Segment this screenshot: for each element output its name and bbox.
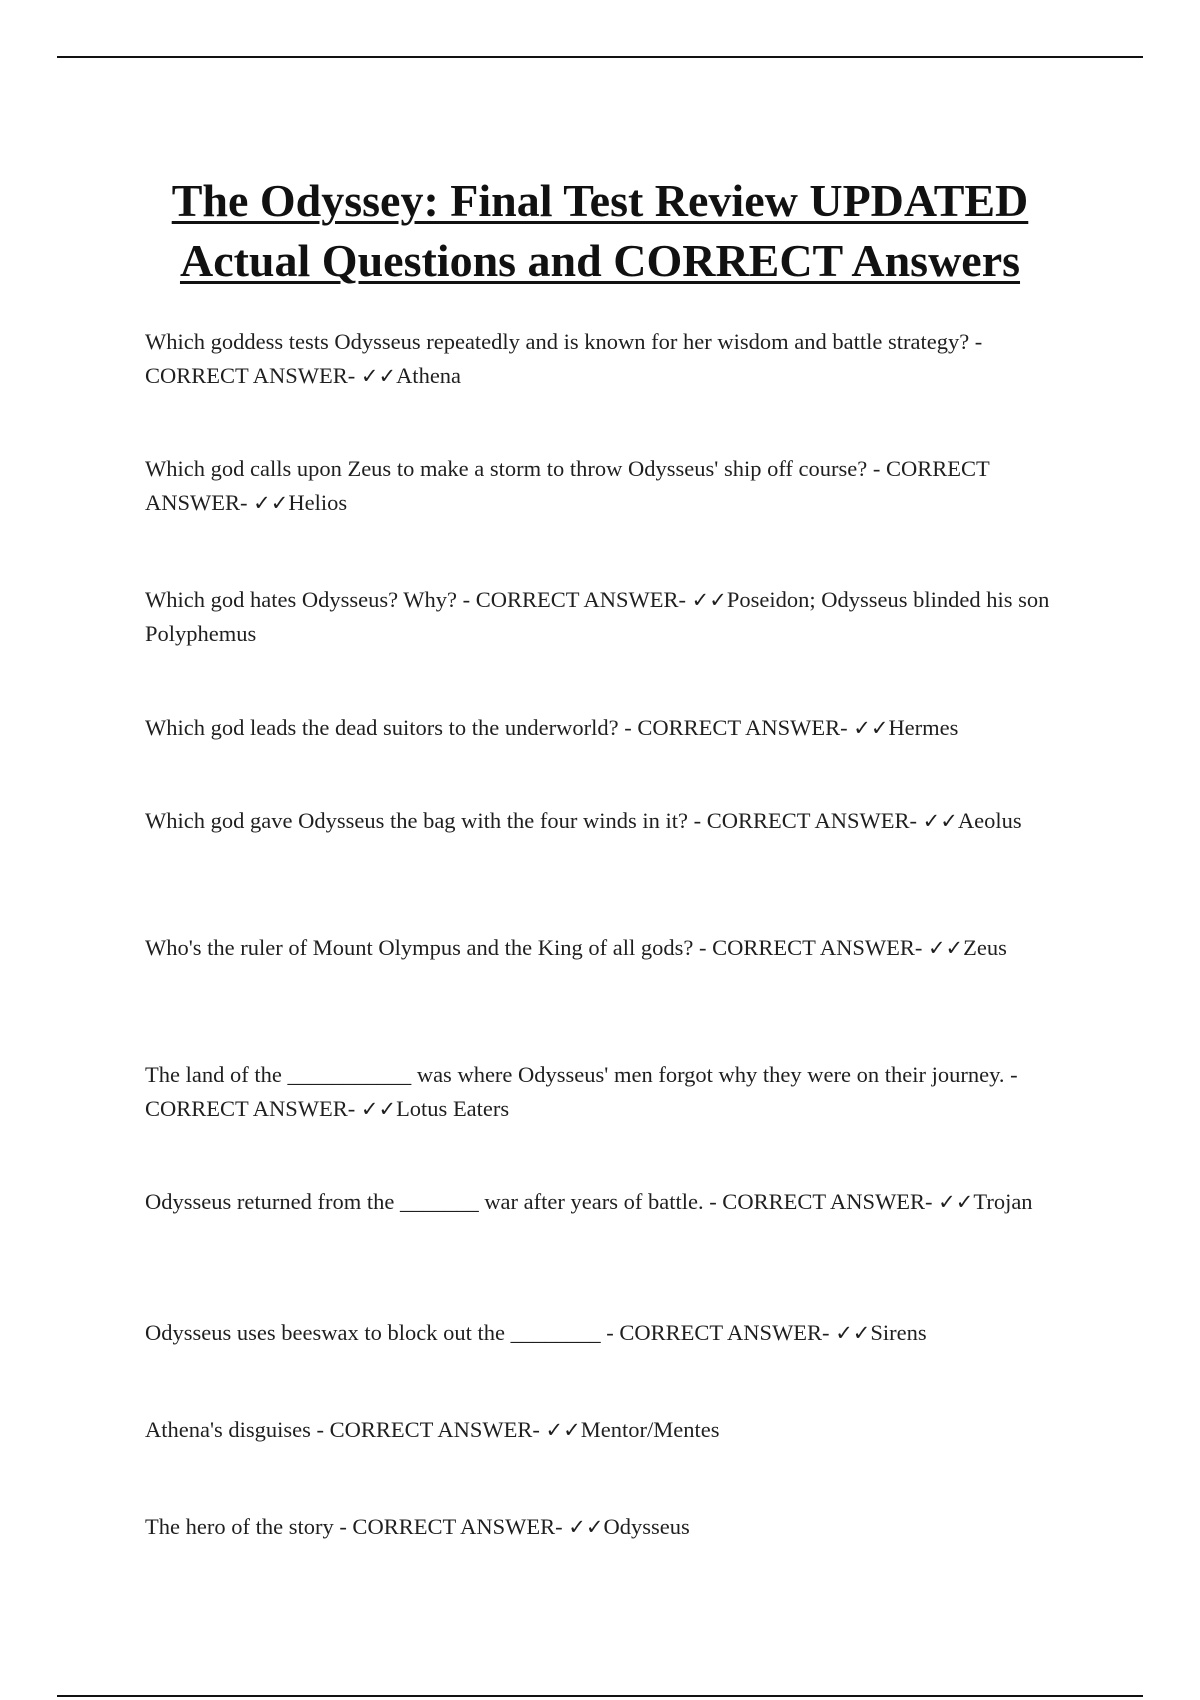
question-text: The hero of the story - CORRECT ANSWER- xyxy=(145,1514,569,1539)
qa-item-5 xyxy=(145,804,1065,838)
document-title xyxy=(100,171,1100,291)
qa-item-11 xyxy=(145,1510,1065,1544)
answer-text: Odysseus xyxy=(603,1514,690,1539)
double-check-icon: ✓✓ xyxy=(853,716,889,740)
double-check-icon: ✓✓ xyxy=(360,364,397,388)
qa-item-7 xyxy=(145,1058,1065,1126)
answer-text: Poseidon; Odysseus blinded his son Polyphemus xyxy=(145,587,1050,646)
double-check-icon: ✓✓ xyxy=(568,1515,604,1539)
question-text: Which god gave Odysseus the bag with the four winds in it? - CORRECT ANSWER- xyxy=(145,808,923,833)
double-check-icon: ✓✓ xyxy=(360,1097,397,1121)
double-check-icon: ✓✓ xyxy=(545,1418,581,1442)
top-rule xyxy=(57,56,1143,58)
answer-text: Hermes xyxy=(888,715,959,740)
question-text: Which goddess tests Odysseus repeatedly and is known for her wisdom and battle strategy? - CORRECT ANSWER- xyxy=(145,329,983,388)
question-text: Who's the ruler of Mount Olympus and the King of all gods? - CORRECT ANSWER- xyxy=(145,935,928,960)
qa-item-10 xyxy=(145,1413,1065,1447)
answer-text: Athena xyxy=(396,363,462,388)
answer-text: Sirens xyxy=(870,1320,927,1345)
answer-text: Helios xyxy=(288,490,348,515)
question-text: Which god leads the dead suitors to the underworld? - CORRECT ANSWER- xyxy=(145,715,854,740)
answer-text: Aeolus xyxy=(957,808,1022,833)
double-check-icon: ✓✓ xyxy=(927,936,964,960)
question-text: Odysseus uses beeswax to block out the ________ - CORRECT ANSWER- xyxy=(145,1320,836,1345)
qa-item-6 xyxy=(145,931,1065,965)
question-text: The land of the ___________ was where Odysseus' men forgot why they were on their journey. - CORRECT ANSWER- xyxy=(145,1062,1018,1121)
qa-item-3 xyxy=(145,583,1065,651)
double-check-icon: ✓✓ xyxy=(253,491,289,515)
double-check-icon: ✓✓ xyxy=(938,1190,974,1214)
answer-text: Zeus xyxy=(963,935,1007,960)
answer-text: Trojan xyxy=(973,1189,1033,1214)
qa-item-1 xyxy=(145,325,1065,393)
double-check-icon: ✓✓ xyxy=(835,1321,871,1345)
qa-item-9 xyxy=(145,1316,1065,1350)
question-text: Athena's disguises - CORRECT ANSWER- xyxy=(145,1417,546,1442)
bottom-rule xyxy=(57,1695,1143,1697)
qa-item-8 xyxy=(145,1185,1065,1219)
title-line-2: Actual Questions and CORRECT Answers xyxy=(179,234,1021,286)
question-text: Which god calls upon Zeus to make a storm to throw Odysseus' ship off course? - CORRECT ANSWER- xyxy=(145,456,990,515)
question-text: Odysseus returned from the _______ war after years of battle. - CORRECT ANSWER- xyxy=(145,1189,939,1214)
qa-item-4 xyxy=(145,711,1065,745)
qa-item-2 xyxy=(145,452,1065,520)
double-check-icon: ✓✓ xyxy=(691,588,727,612)
question-text: Which god hates Odysseus? Why? - CORRECT ANSWER- xyxy=(145,587,692,612)
title-line-1: The Odyssey: Final Test Review UPDATED xyxy=(171,174,1029,226)
double-check-icon: ✓✓ xyxy=(922,809,958,833)
answer-text: Mentor/Mentes xyxy=(580,1417,720,1442)
answer-text: Lotus Eaters xyxy=(396,1096,510,1121)
